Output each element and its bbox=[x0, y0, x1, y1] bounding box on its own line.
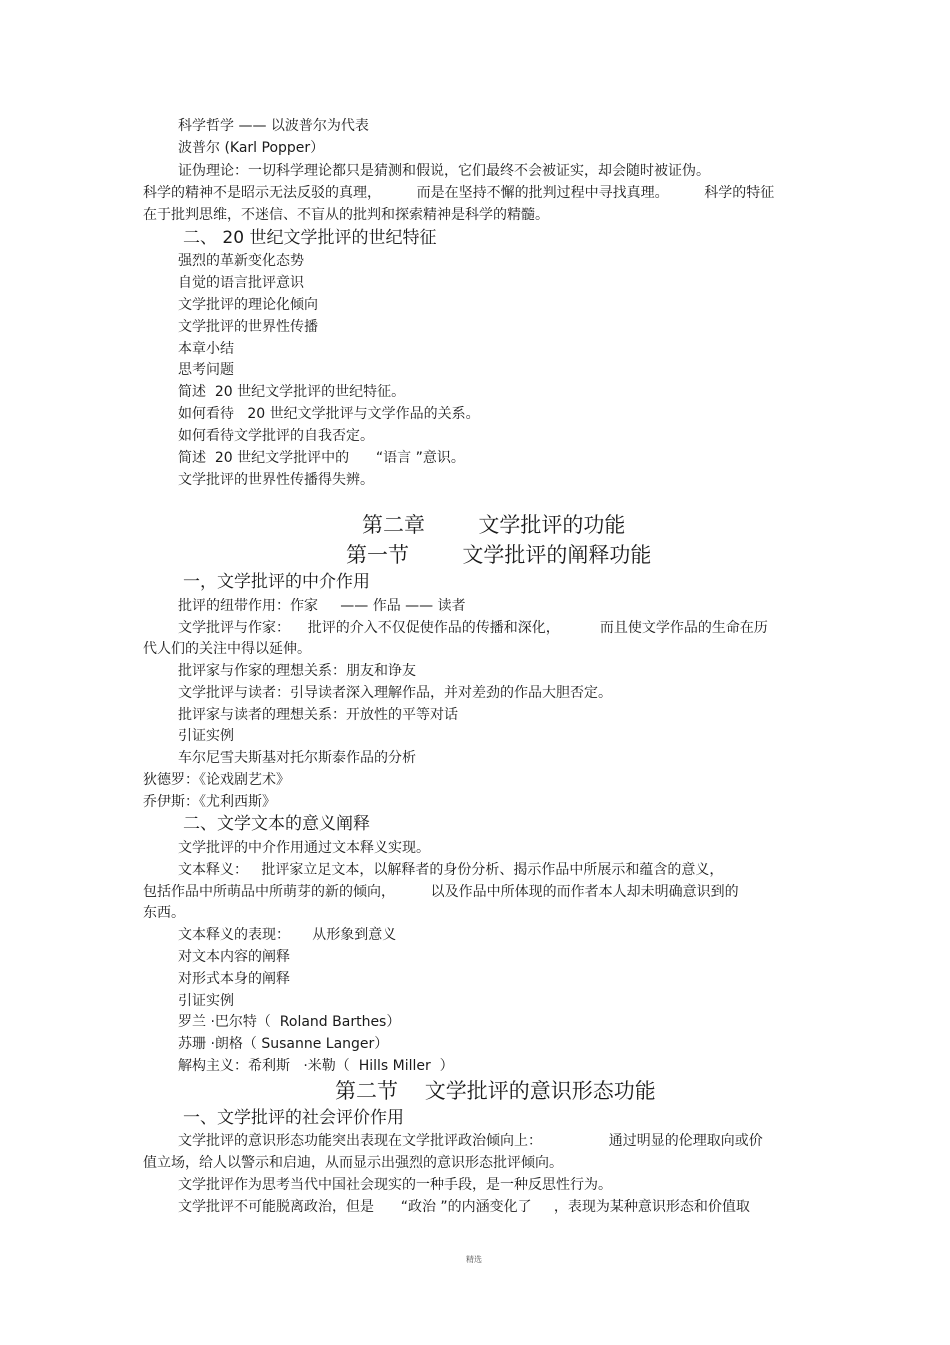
text-line: 波普尔 (Karl Popper） bbox=[178, 140, 325, 156]
text-line: 文学批评与读者：引导读者深入理解作品，并对差劲的作品大胆否定。 bbox=[178, 685, 612, 701]
text-line: 对文本内容的阐释 bbox=[178, 949, 290, 965]
text-line: 文学批评的中介作用通过文本释义实现。 bbox=[178, 840, 430, 856]
text-line: 文本释义的表现： 从形象到意义 bbox=[178, 927, 397, 943]
list-item: 本章小结 bbox=[178, 341, 234, 357]
section-heading: 二、 20 世纪文学批评的世纪特征 bbox=[183, 228, 437, 248]
text-line: 在于批判思维，不迷信、不盲从的批判和探索精神是科学的精髓。 bbox=[143, 207, 549, 223]
list-item: 如何看待文学批评的自我否定。 bbox=[178, 428, 374, 444]
list-item: 思考问题 bbox=[178, 362, 234, 378]
text-line: 引证实例 bbox=[178, 728, 234, 744]
text-line: 狄德罗：《论戏剧艺术》 bbox=[143, 772, 290, 788]
text-line: 文学批评作为思考当代中国社会现实的一种手段，是一种反思性行为。 bbox=[178, 1177, 612, 1193]
list-item: 强烈的革新变化态势 bbox=[178, 253, 304, 269]
text-line: 科学哲学 —— 以波普尔为代表 bbox=[178, 118, 369, 134]
text-line: 解构主义：希利斯 ·米勒（ Hills Miller ） bbox=[178, 1058, 454, 1074]
text-line: 文学批评不可能脱离政治，但是 “政治 ”的内涵变化了 ，表现为某种意识形态和价值取 bbox=[178, 1199, 750, 1215]
chapter-title: 第二章 文学批评的功能 bbox=[362, 513, 626, 537]
text-line: 值立场，给人以警示和启迪，从而显示出强烈的意识形态批评倾向。 bbox=[143, 1155, 563, 1171]
text-line: 代人们的关注中得以延伸。 bbox=[143, 641, 311, 657]
list-item: 文学批评的理论化倾向 bbox=[178, 297, 318, 313]
section-heading: 一，文学批评的中介作用 bbox=[183, 572, 370, 592]
page-footer: 精选 bbox=[466, 1255, 482, 1264]
list-item: 文学批评的世界性传播 bbox=[178, 319, 318, 335]
text-line: 对形式本身的阐释 bbox=[178, 971, 290, 987]
text-line: 批评家与读者的理想关系：开放性的平等对话 bbox=[178, 707, 458, 723]
text-line: 苏珊 ·朗格（ Susanne Langer） bbox=[178, 1036, 389, 1052]
section-title: 第一节 文学批评的阐释功能 bbox=[346, 543, 652, 567]
text-line: 文本释义： 批评家立足文本，以解释者的身份分析、揭示作品中所展示和蕴含的意义， bbox=[178, 862, 724, 878]
list-item: 如何看待 20 世纪文学批评与文学作品的关系。 bbox=[178, 406, 480, 422]
list-item: 简述 20 世纪文学批评中的 “语言 ”意识。 bbox=[178, 450, 465, 466]
list-item: 简述 20 世纪文学批评的世纪特征。 bbox=[178, 384, 406, 400]
text-line: 文学批评的意识形态功能突出表现在文学批评政治倾向上： 通过明显的伦理取向或价 bbox=[178, 1133, 763, 1149]
text-line: 车尔尼雪夫斯基对托尔斯泰作品的分析 bbox=[178, 750, 416, 766]
text-line: 罗兰 ·巴尔特（ Roland Barthes） bbox=[178, 1014, 401, 1030]
section-heading: 一、文学批评的社会评价作用 bbox=[183, 1108, 404, 1128]
text-line: 批评的纽带作用：作家 —— 作品 —— 读者 bbox=[178, 598, 466, 614]
section-heading: 二、文学文本的意义阐释 bbox=[183, 814, 370, 834]
list-item: 文学批评的世界性传播得失辨。 bbox=[178, 472, 374, 488]
text-line: 批评家与作家的理想关系：朋友和诤友 bbox=[178, 663, 416, 679]
text-line: 东西。 bbox=[143, 905, 185, 921]
text-line: 科学的精神不是昭示无法反驳的真理， 而是在坚持不懈的批判过程中寻找真理。 科学的特征 bbox=[143, 185, 775, 201]
section-title: 第二节 文学批评的意识形态功能 bbox=[335, 1079, 656, 1103]
text-line: 证伪理论：一切科学理论都只是猜测和假说，它们最终不会被证实，却会随时被证伪。 bbox=[178, 163, 710, 179]
text-line: 文学批评与作家： 批评的介入不仅促使作品的传播和深化， 而且使文学作品的生命在历 bbox=[178, 620, 768, 636]
list-item: 自觉的语言批评意识 bbox=[178, 275, 304, 291]
text-line: 乔伊斯：《尤利西斯》 bbox=[143, 794, 276, 810]
text-line: 包括作品中所萌品中所萌芽的新的倾向， 以及作品中所体现的而作者本人却未明确意识到的 bbox=[143, 884, 739, 900]
text-line: 引证实例 bbox=[178, 993, 234, 1009]
